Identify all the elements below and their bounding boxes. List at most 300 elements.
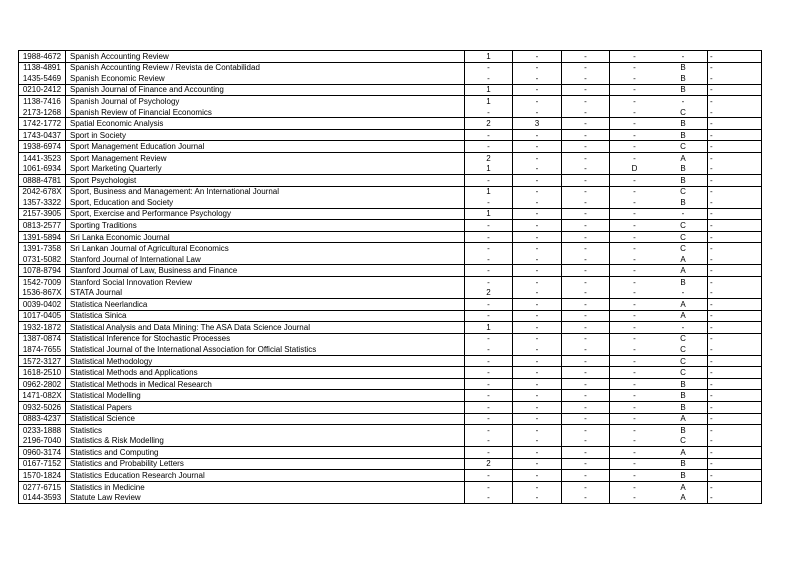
issn-cell: 1618-2510 <box>22 368 62 378</box>
rating-cell-1: - <box>464 197 512 208</box>
journal-name-cell: Stanford Journal of International Law <box>65 254 464 265</box>
rating-cell-3: - <box>561 232 609 243</box>
rating-cell-4: - <box>609 390 659 401</box>
rating-cell-3: - <box>561 277 609 288</box>
journal-name-cell: Sri Lanka Economic Journal <box>65 232 464 243</box>
table-row <box>19 107 761 118</box>
rating-cell-2: - <box>512 299 561 310</box>
rating-cell-3: - <box>561 153 609 164</box>
rating-cell-2: - <box>512 311 561 322</box>
issn-cell: 0960-3174 <box>22 447 62 457</box>
table-row <box>19 470 761 481</box>
issn-cell: 1938-6974 <box>22 142 62 152</box>
rating-cell-2: - <box>512 254 561 265</box>
rating-cell-3: - <box>561 73 609 84</box>
rating-cell-2: - <box>512 197 561 208</box>
rating-cell-4: - <box>609 459 659 470</box>
rating-cell-3: - <box>561 299 609 310</box>
rating-cell-3: - <box>561 367 609 378</box>
rating-cell-2: - <box>512 209 561 220</box>
row-group <box>19 322 761 334</box>
rating-cell-6: - <box>707 356 761 367</box>
rating-cell-4: - <box>609 447 659 458</box>
table-row <box>19 187 761 198</box>
row-group <box>19 447 761 459</box>
rating-cell-5: A <box>680 482 686 492</box>
journal-name-cell: Statistics <box>65 425 464 436</box>
table-row <box>19 414 761 425</box>
journal-name-cell: Sport, Exercise and Performance Psychology <box>65 209 464 220</box>
table-row <box>19 459 761 470</box>
issn-cell: 1536-867X <box>22 288 62 298</box>
issn-cell: 1435-5469 <box>22 73 62 83</box>
rating-cell-5: A <box>680 254 686 264</box>
rating-cell-5: B <box>680 379 686 389</box>
rating-cell-2: - <box>512 130 561 141</box>
rating-cell-3: - <box>561 459 609 470</box>
rating-cell-2: - <box>512 402 561 413</box>
rating-cell-6: - <box>707 197 761 208</box>
rating-cell-4: - <box>609 482 659 493</box>
table-row <box>19 425 761 436</box>
issn-cell: 0039-0402 <box>22 299 62 309</box>
rating-cell-1: - <box>464 265 512 276</box>
rating-cell-5: C <box>680 436 686 446</box>
table-row <box>19 277 761 288</box>
journal-name-cell: Statistical Methods and Applications <box>65 367 464 378</box>
journal-name-cell: STATA Journal <box>65 287 464 298</box>
journal-name-cell: Sport Psychologist <box>65 175 464 186</box>
rating-cell-3: - <box>561 187 609 198</box>
table-row <box>19 492 761 503</box>
table-row <box>19 344 761 355</box>
rating-cell-6: - <box>707 265 761 276</box>
issn-cell: 1471-082X <box>22 391 62 401</box>
rating-cell-1: 1 <box>464 163 512 174</box>
table-row <box>19 51 761 62</box>
issn-cell: 0210-2412 <box>22 85 62 95</box>
rating-cell-1: - <box>464 220 512 231</box>
rating-cell-3: - <box>561 51 609 62</box>
table-row <box>19 436 761 447</box>
rating-cell-3: - <box>561 425 609 436</box>
rating-cell-6: - <box>707 254 761 265</box>
row-group <box>19 96 761 118</box>
rating-cell-1: - <box>464 492 512 503</box>
rating-cell-1: 2 <box>464 459 512 470</box>
rating-cell-3: - <box>561 107 609 118</box>
rating-cell-6: - <box>707 344 761 355</box>
rating-cell-1: - <box>464 63 512 74</box>
rating-cell-5: - <box>681 51 685 61</box>
rating-cell-1: - <box>464 436 512 447</box>
rating-cell-1: - <box>464 334 512 345</box>
rating-cell-2: - <box>512 96 561 107</box>
rating-cell-3: - <box>561 436 609 447</box>
rating-cell-3: - <box>561 447 609 458</box>
rating-cell-6: - <box>707 243 761 254</box>
row-group <box>19 414 761 426</box>
issn-cell: 1932-1872 <box>22 322 62 332</box>
rating-cell-3: - <box>561 96 609 107</box>
table-row <box>19 265 761 276</box>
table-row <box>19 299 761 310</box>
rating-cell-1: 1 <box>464 209 512 220</box>
table-row <box>19 232 761 243</box>
rating-cell-2: - <box>512 492 561 503</box>
table-row <box>19 356 761 367</box>
rating-cell-3: - <box>561 402 609 413</box>
rating-cell-1: - <box>464 73 512 84</box>
rating-cell-4: - <box>609 379 659 390</box>
rating-cell-1: - <box>464 379 512 390</box>
rating-cell-2: - <box>512 163 561 174</box>
issn-cell: 1357-3322 <box>22 197 62 207</box>
rating-cell-1: - <box>464 414 512 425</box>
rating-cell-6: - <box>707 425 761 436</box>
rating-cell-5: C <box>680 334 686 344</box>
rating-cell-4: - <box>609 425 659 436</box>
rating-cell-6: - <box>707 322 761 333</box>
row-group <box>19 425 761 447</box>
journal-name-cell: Statistics and Probability Letters <box>65 459 464 470</box>
issn-cell: 0813-2577 <box>22 220 62 230</box>
rating-cell-3: - <box>561 175 609 186</box>
journal-name-cell: Statistical Papers <box>65 402 464 413</box>
rating-cell-6: - <box>707 311 761 322</box>
rating-cell-2: - <box>512 232 561 243</box>
rating-cell-6: - <box>707 402 761 413</box>
row-group <box>19 277 761 299</box>
journal-name-cell: Statistics and Computing <box>65 447 464 458</box>
table-row <box>19 85 761 96</box>
rating-cell-2: - <box>512 141 561 152</box>
issn-cell: 1570-1824 <box>22 471 62 480</box>
table-row <box>19 63 761 74</box>
journal-name-cell: Statistical Science <box>65 414 464 425</box>
rating-cell-2: - <box>512 107 561 118</box>
rating-cell-5: B <box>680 277 686 287</box>
rating-cell-3: - <box>561 482 609 493</box>
rating-cell-2: - <box>512 51 561 62</box>
rating-cell-6: - <box>707 277 761 288</box>
rating-cell-3: - <box>561 390 609 401</box>
row-group <box>19 265 761 277</box>
rating-cell-4: - <box>609 367 659 378</box>
rating-cell-1: - <box>464 175 512 186</box>
issn-cell: 1391-5894 <box>22 232 62 242</box>
table-row <box>19 447 761 458</box>
rating-cell-2: - <box>512 63 561 74</box>
issn-cell: 1078-8794 <box>22 266 62 276</box>
table-row <box>19 141 761 152</box>
rating-cell-5: B <box>680 425 686 435</box>
rating-cell-1: - <box>464 344 512 355</box>
row-group <box>19 299 761 311</box>
issn-cell: 1988-4672 <box>22 51 62 61</box>
rating-cell-5: C <box>680 142 686 152</box>
rating-cell-6: - <box>707 73 761 84</box>
rating-cell-6: - <box>707 287 761 298</box>
row-group <box>19 51 761 63</box>
issn-cell: 0167-7152 <box>22 459 62 469</box>
rating-cell-5: A <box>680 153 686 163</box>
rating-cell-3: - <box>561 334 609 345</box>
table-row <box>19 73 761 84</box>
rating-cell-1: 1 <box>464 96 512 107</box>
table-row <box>19 254 761 265</box>
rating-cell-3: - <box>561 356 609 367</box>
table-row <box>19 96 761 107</box>
issn-cell: 0277-6715 <box>22 482 62 492</box>
table-row <box>19 197 761 208</box>
rating-cell-4: - <box>609 187 659 198</box>
rating-cell-5: C <box>680 344 686 354</box>
rating-cell-2: - <box>512 482 561 493</box>
journal-name-cell: Statistics & Risk Modelling <box>65 436 464 447</box>
rating-cell-5: - <box>681 322 685 332</box>
rating-cell-4: - <box>609 107 659 118</box>
journal-name-cell: Spanish Review of Financial Economics <box>65 107 464 118</box>
rating-cell-5: - <box>681 96 685 106</box>
rating-cell-6: - <box>707 175 761 186</box>
rating-cell-2: - <box>512 175 561 186</box>
rating-cell-6: - <box>707 51 761 62</box>
rating-cell-5: C <box>680 107 686 117</box>
table-row <box>19 402 761 413</box>
rating-cell-1: - <box>464 356 512 367</box>
rating-cell-6: - <box>707 482 761 493</box>
rating-cell-1: - <box>464 402 512 413</box>
table-row <box>19 390 761 401</box>
journal-name-cell: Spanish Journal of Finance and Accounting <box>65 85 464 96</box>
rating-cell-3: - <box>561 118 609 129</box>
rating-cell-4: - <box>609 414 659 425</box>
rating-cell-2: - <box>512 356 561 367</box>
journal-name-cell: Sport, Education and Society <box>65 197 464 208</box>
journal-name-cell: Statistical Analysis and Data Mining: The ASA Data Science Journal <box>65 322 464 333</box>
rating-cell-1: - <box>464 447 512 458</box>
issn-cell: 1743-0437 <box>22 130 62 140</box>
rating-cell-6: - <box>707 470 761 481</box>
rating-cell-4: - <box>609 209 659 220</box>
journal-name-cell: Spanish Accounting Review / Revista de Contabilidad <box>65 63 464 74</box>
rating-cell-2: - <box>512 322 561 333</box>
issn-cell: 2196-7040 <box>22 436 62 446</box>
rating-cell-1: - <box>464 390 512 401</box>
rating-cell-4: - <box>609 85 659 96</box>
row-group <box>19 232 761 244</box>
journal-name-cell: Spanish Journal of Psychology <box>65 96 464 107</box>
rating-cell-2: - <box>512 390 561 401</box>
rating-cell-2: - <box>512 277 561 288</box>
rating-cell-5: C <box>680 244 686 254</box>
rating-cell-5: A <box>680 493 686 503</box>
issn-cell: 0962-2802 <box>22 379 62 389</box>
journal-name-cell: Stanford Social Innovation Review <box>65 277 464 288</box>
row-group <box>19 141 761 153</box>
table-row <box>19 130 761 141</box>
row-group <box>19 482 761 503</box>
rating-cell-5: B <box>680 63 686 73</box>
journal-name-cell: Sport Marketing Quarterly <box>65 163 464 174</box>
rating-cell-3: - <box>561 265 609 276</box>
rating-cell-4: - <box>609 96 659 107</box>
rating-cell-4: - <box>609 344 659 355</box>
rating-cell-2: 3 <box>512 118 561 129</box>
rating-cell-6: - <box>707 141 761 152</box>
rating-cell-4: - <box>609 254 659 265</box>
journal-name-cell: Sport Management Education Journal <box>65 141 464 152</box>
row-group <box>19 85 761 97</box>
rating-cell-2: - <box>512 344 561 355</box>
journal-name-cell: Sport Management Review <box>65 153 464 164</box>
rating-cell-4: - <box>609 311 659 322</box>
rating-cell-6: - <box>707 187 761 198</box>
journal-name-cell: Spanish Economic Review <box>65 73 464 84</box>
rating-cell-6: - <box>707 390 761 401</box>
issn-cell: 1441-3523 <box>22 153 62 163</box>
rating-cell-6: - <box>707 447 761 458</box>
table-row <box>19 118 761 129</box>
journal-name-cell: Statistical Inference for Stochastic Processes <box>65 334 464 345</box>
rating-cell-3: - <box>561 63 609 74</box>
row-group <box>19 311 761 323</box>
table-row <box>19 287 761 298</box>
rating-cell-3: - <box>561 243 609 254</box>
journal-name-cell: Spanish Accounting Review <box>65 51 464 62</box>
journal-name-cell: Sport, Business and Management: An International Journal <box>65 187 464 198</box>
row-group <box>19 153 761 175</box>
journal-name-cell: Statistical Methods in Medical Research <box>65 379 464 390</box>
rating-cell-2: - <box>512 379 561 390</box>
rating-cell-1: 2 <box>464 287 512 298</box>
rating-cell-4: - <box>609 118 659 129</box>
rating-cell-2: - <box>512 187 561 198</box>
rating-cell-1: - <box>464 425 512 436</box>
rating-cell-5: A <box>680 266 686 276</box>
row-group <box>19 390 761 402</box>
row-group <box>19 130 761 142</box>
rating-cell-4: - <box>609 436 659 447</box>
rating-cell-2: - <box>512 85 561 96</box>
table-row <box>19 322 761 333</box>
journal-name-cell: Statistical Modelling <box>65 390 464 401</box>
rating-cell-6: - <box>707 209 761 220</box>
rating-cell-4: - <box>609 232 659 243</box>
rating-cell-1: 1 <box>464 187 512 198</box>
journal-name-cell: Statistics Education Research Journal <box>65 470 464 481</box>
journal-name-cell: Spatial Economic Analysis <box>65 118 464 129</box>
rating-cell-1: 1 <box>464 322 512 333</box>
row-group <box>19 243 761 265</box>
rating-cell-6: - <box>707 414 761 425</box>
row-group <box>19 470 761 482</box>
issn-cell: 0233-1888 <box>22 425 62 435</box>
rating-cell-5: B <box>680 391 686 401</box>
issn-cell: 1874-7655 <box>22 344 62 354</box>
rating-cell-3: - <box>561 85 609 96</box>
rating-cell-1: - <box>464 367 512 378</box>
row-group <box>19 209 761 221</box>
rating-cell-5: B <box>680 73 686 83</box>
row-group <box>19 63 761 85</box>
rating-cell-6: - <box>707 492 761 503</box>
rating-cell-5: B <box>680 197 686 207</box>
rating-cell-2: - <box>512 459 561 470</box>
issn-cell: 2157-3905 <box>22 209 62 219</box>
rating-cell-4: - <box>609 73 659 84</box>
rating-cell-5: A <box>680 299 686 309</box>
table-row <box>19 311 761 322</box>
rating-cell-4: - <box>609 287 659 298</box>
rating-cell-1: 2 <box>464 118 512 129</box>
table-row <box>19 482 761 493</box>
table-row <box>19 163 761 174</box>
table-row <box>19 220 761 231</box>
rating-cell-6: - <box>707 459 761 470</box>
issn-cell: 1391-7358 <box>22 244 62 254</box>
rating-cell-6: - <box>707 379 761 390</box>
rating-cell-2: - <box>512 73 561 84</box>
table-row <box>19 243 761 254</box>
rating-cell-5: - <box>681 209 685 219</box>
row-group <box>19 118 761 130</box>
rating-cell-4: - <box>609 356 659 367</box>
rating-cell-1: - <box>464 277 512 288</box>
row-group <box>19 367 761 379</box>
rating-cell-5: B <box>680 459 686 469</box>
issn-cell: 0883-4237 <box>22 414 62 424</box>
rating-cell-3: - <box>561 163 609 174</box>
rating-cell-3: - <box>561 492 609 503</box>
rating-cell-6: - <box>707 96 761 107</box>
rating-cell-4: - <box>609 492 659 503</box>
rating-cell-2: - <box>512 265 561 276</box>
rating-cell-6: - <box>707 334 761 345</box>
rating-cell-6: - <box>707 299 761 310</box>
rating-cell-6: - <box>707 220 761 231</box>
rating-cell-5: C <box>680 220 686 230</box>
rating-cell-3: - <box>561 141 609 152</box>
rating-cell-1: - <box>464 232 512 243</box>
rating-cell-5: B <box>680 471 686 480</box>
table-row <box>19 379 761 390</box>
rating-cell-1: - <box>464 299 512 310</box>
journal-name-cell: Stanford Journal of Law, Business and Finance <box>65 265 464 276</box>
table-row <box>19 175 761 186</box>
rating-cell-5: C <box>680 368 686 378</box>
rating-cell-4: - <box>609 141 659 152</box>
rating-cell-5: C <box>680 356 686 366</box>
rating-cell-5: - <box>681 288 685 298</box>
issn-cell: 0731-5082 <box>22 254 62 264</box>
rating-cell-3: - <box>561 220 609 231</box>
issn-cell: 0888-4781 <box>22 175 62 185</box>
rating-cell-1: - <box>464 141 512 152</box>
row-group <box>19 220 761 232</box>
rating-cell-1: - <box>464 470 512 481</box>
rating-cell-6: - <box>707 85 761 96</box>
journal-name-cell: Statute Law Review <box>65 492 464 503</box>
rating-cell-4: - <box>609 153 659 164</box>
row-group <box>19 175 761 187</box>
rating-cell-2: - <box>512 425 561 436</box>
rating-cell-1: - <box>464 130 512 141</box>
table-row <box>19 367 761 378</box>
rating-cell-3: - <box>561 254 609 265</box>
rating-cell-4: - <box>609 175 659 186</box>
